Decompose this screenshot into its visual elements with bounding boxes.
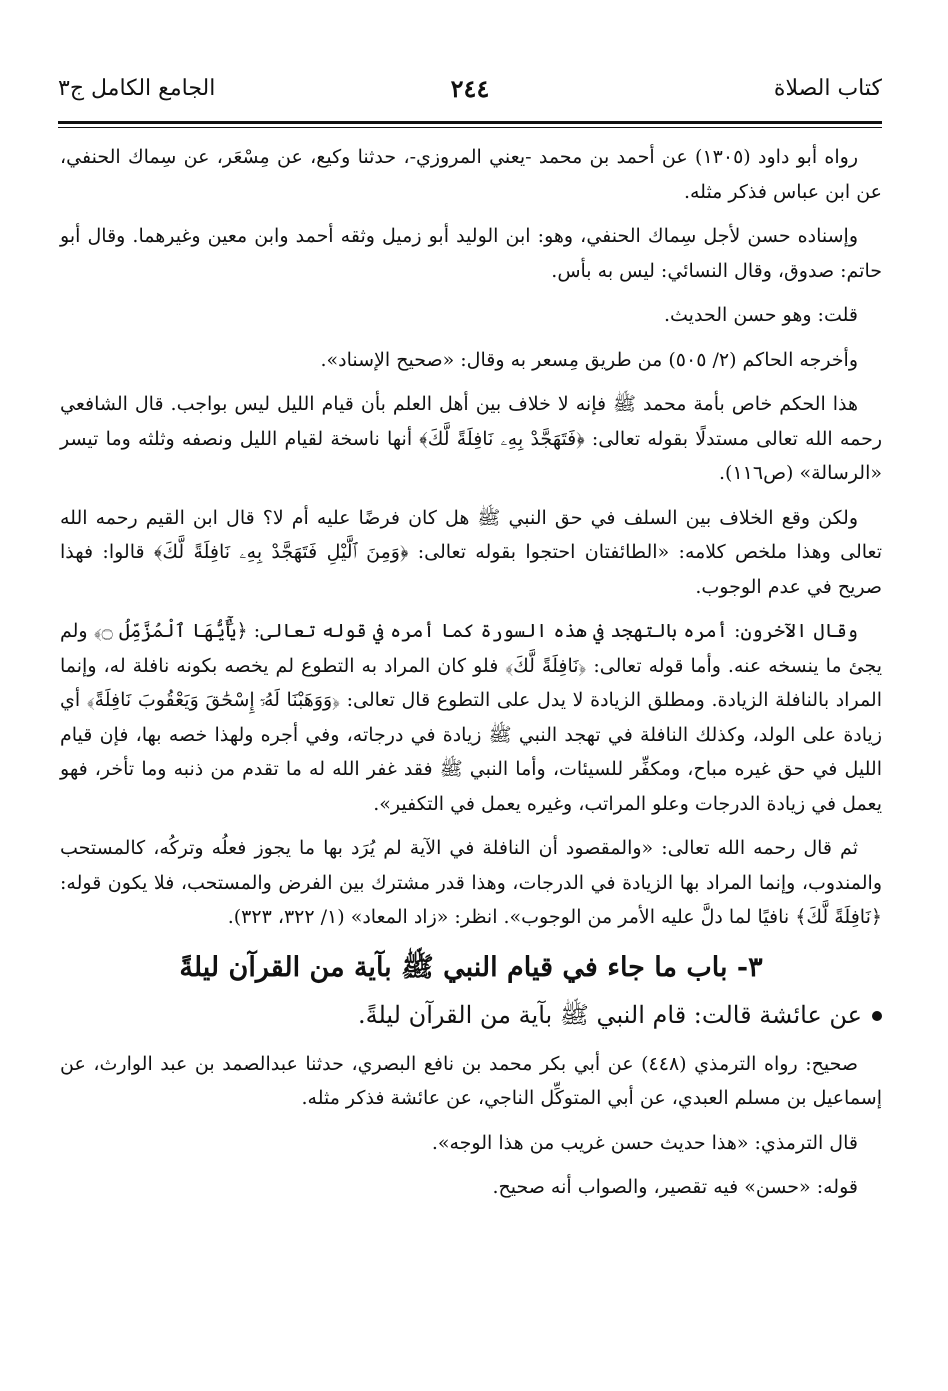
page-body	[60, 140, 882, 1215]
section-heading: ٣- باب ما جاء في قيام النبي ﷺ بآية من القرآن ليلةً	[179, 951, 763, 983]
paragraph: قال الترمذي: «هذا حديث حسن غريب من هذا الوجه».	[431, 1131, 858, 1154]
running-head-title: الجامع الكامل ج٣	[58, 76, 216, 101]
paragraph: ولكن وقع الخلاف بين السلف في حق النبي ﷺ هل كان فرضًا عليه أم لا؟ قال ابن القيم رحمه الله تعالى وهذا ملخص كلامه: «الطائفتان احتجوا بقوله تعالى: ﴿وَمِنَ ٱلَّيْلِ فَتَهَجَّدْ بِهِۦ نَافِلَةً لَّكَ﴾ قالوا: فهذا صريح في عدم الوجوب.	[60, 506, 882, 598]
running-head-section: كتاب الصلاة	[773, 76, 882, 101]
paragraph: وأخرجه الحاكم (٢/ ٥٠٥) من طريق مِسعر به وقال: «صحيح الإسناد».	[320, 348, 858, 371]
header-rule-thick	[58, 121, 882, 124]
page-header	[58, 72, 882, 116]
paragraph: وقال الآخرون: أمره بالتهجد في هذه السورة كما أمره في قوله تعالى: ﴿يَٰٓأَيُّهَا ٱلْمُزَّمِّلُ ۝﴾ ولم يجئ ما ينسخه عنه. وأما قوله تعالى: ﴿نَافِلَةً لَّكَ﴾ فلو كان المراد به التطوع لم يخصه بكونه نافلة له، وإنما المراد بالنافلة الزيادة. ومطلق الزيادة لا يدل على التطوع قال تعالى: ﴿وَوَهَبْنَا لَهُۥٓ إِسْحَٰقَ وَيَعْقُوبَ نَافِلَةً﴾ أي زيادة على الولد، وكذلك النافلة في تهجد النبي ﷺ زيادة في درجاته، وفي أجره ولهذا خصه بها، فإن قيام الليل في حق غيره مباح، ومكفِّر للسيئات، وأما النبي ﷺ فقد غفر الله له ما تقدم من ذنبه وما تأخر، فهو يعمل في زيادة الدرجات وعلو المراتب، وغيره يعمل في التكفير».	[60, 620, 882, 815]
hadith-text	[60, 993, 882, 1037]
paragraph: هذا الحكم خاص بأمة محمد ﷺ فإنه لا خلاف بين أهل العلم بأن قيام الليل ليس بواجب. قال الشافعي رحمه الله تعالى مستدلًا بقوله تعالى: ﴿فَتَهَجَّدْ بِهِۦ نَافِلَةً لَّكَ﴾ أنها ناسخة لقيام الليل ونصفه وثلثه وما تيسر «الرسالة» (ص١١٦).	[60, 393, 882, 484]
hadith-content: عن عائشة قالت: قام النبي ﷺ بآية من القرآن ليلةً.	[357, 1000, 862, 1029]
paragraph: قلت: وهو حسن الحديث.	[663, 304, 858, 326]
paragraph: ثم قال رحمه الله تعالى: «والمقصود أن النافلة في الآية لم يُرَد بها ما يجوز فعلُه وتركُه، كالمستحب والمندوب، وإنما المراد بها الزيادة في الدرجات، وهذا قدر مشترك بين الفرض والمستحب، فلا يكون قوله: ﴿نَافِلَةً لَّكَ﴾ نافيًا لما دلَّ عليه الأمر من الوجوب». انظر: «زاد المعاد» (١/ ٣٢٢، ٣٢٣).	[60, 837, 882, 928]
paragraph: رواه أبو داود (١٣٠٥) عن أحمد بن محمد -يعني المروزي-، حدثنا وكيع، عن مِسْعَر، عن سِماك الحنفي، عن ابن عباس فذكر مثله.	[60, 146, 882, 203]
header-rule-thin	[58, 127, 882, 128]
paragraph: قوله: «حسن» فيه تقصير، والصواب أنه صحيح.	[492, 1176, 858, 1198]
bullet-icon	[872, 1011, 882, 1021]
paragraph: صحيح: رواه الترمذي (٤٤٨) عن أبي بكر محمد بن نافع البصري، حدثنا عبدالصمد بن عبد الوارث، عن إسماعيل بن مسلم العبدي، عن أبي المتوكِّل الناجي، عن عائشة فذكر مثله.	[60, 1052, 882, 1109]
page-number: ٢٤٤	[450, 74, 490, 103]
paragraph: وإسناده حسن لأجل سِماك الحنفي، وهو: ابن الوليد أبو زميل وثقه أحمد وابن معين وغيرهما. وقال أبو حاتم: صدوق، وقال النسائي: ليس به بأس.	[60, 225, 882, 282]
